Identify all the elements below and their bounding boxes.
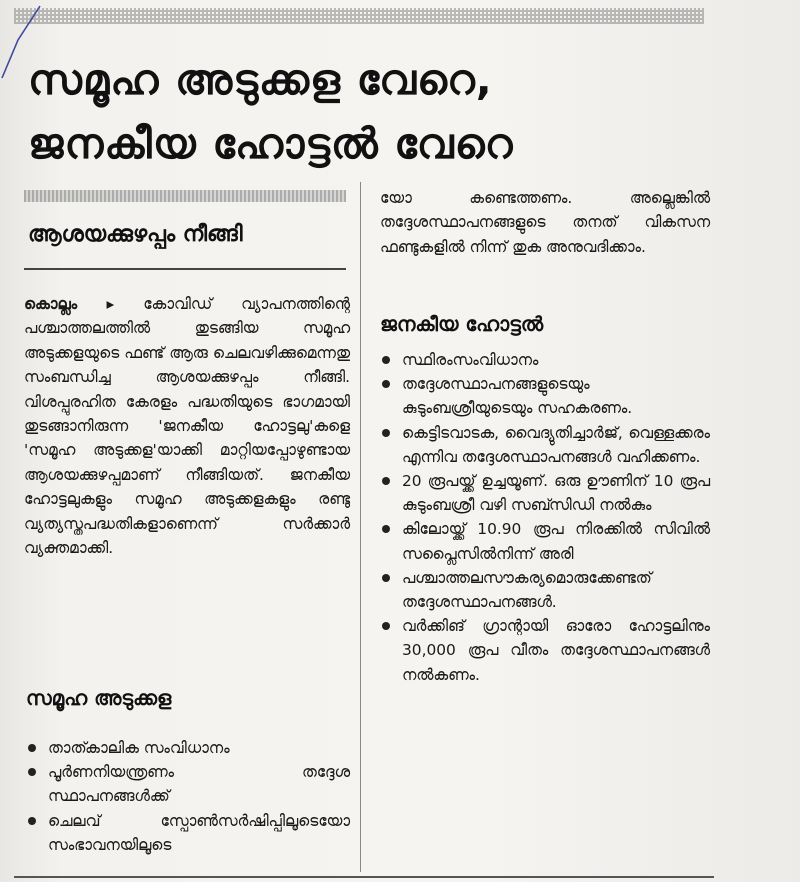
bullet-icon bbox=[28, 768, 36, 776]
list-item: 20 രൂപയ്ക്ക് ഉച്ചയൂണ്. ഒരു ഊണിന് 10 രൂപ കുടുംബശ്രീ വഴി സബ്സിഡി നൽകും bbox=[378, 469, 710, 517]
left-grey-band bbox=[24, 190, 346, 202]
bullet-icon bbox=[382, 525, 390, 533]
list-item: പശ്ചാത്തലസൗകര്യമൊരുക്കേണ്ടത് തദ്ദേശസ്ഥാപനങ്ങൾ. bbox=[378, 566, 710, 614]
subhead-underline bbox=[24, 268, 346, 270]
dateline: കൊല്ലം ▸ bbox=[24, 295, 115, 313]
top-halftone-rule bbox=[14, 8, 704, 24]
bullet-icon bbox=[382, 380, 390, 388]
section-title-people-hotel: ജനകീയ ഹോട്ടൽ bbox=[380, 312, 544, 336]
bottom-rule bbox=[14, 876, 714, 878]
bullet-icon bbox=[382, 429, 390, 437]
community-kitchen-list bbox=[24, 736, 350, 857]
list-item: പൂർണനിയന്ത്രണം തദ്ദേശ സ്ഥാപനങ്ങൾക്ക് bbox=[24, 760, 350, 808]
people-hotel-list bbox=[378, 348, 710, 687]
bullet-icon bbox=[382, 622, 390, 630]
article-body bbox=[24, 292, 350, 560]
bullet-icon bbox=[28, 744, 36, 752]
list-item: കിലോയ്ക്ക് 10.90 രൂപ നിരക്കിൽ സിവിൽ സപ്ലൈസിൽനിന്ന് അരി bbox=[378, 517, 710, 565]
article-text: കോവിഡ് വ്യാപനത്തിന്റെ പശ്ചാത്തലത്തിൽ തുടങ്ങിയ സമൂഹ അടുക്കളയുടെ ഫണ്ട് ആരു ചെലവഴിക്കുമെന്നതു സംബന്ധിച്ച ആശയക്കുഴപ്പം നീങ്ങി. വിശപ്പുരഹിത കേരളം പദ്ധതിയുടെ ഭാഗമായി തുടങ്ങാനിരുന്ന 'ജനകീയ ഹോട്ടലു'കളെ 'സമൂഹ അടുക്കള'യാക്കി മാറ്റിയപ്പോഴുണ്ടായ ആശയക്കുഴപ്പമാണ് നീങ്ങിയത്. ജനകീയ ഹോട്ടലുകളും സമൂഹ അടുക്കളകളും രണ്ടു വ്യത്യസ്തപദ്ധതികളാണെന്ന് സർക്കാർ വ്യക്തമാക്കി. bbox=[24, 295, 350, 558]
bullet-icon bbox=[382, 356, 390, 364]
list-item: ചെലവ് സ്പോൺസർഷിപ്പിലൂടെയോ സംഭാവനയിലൂടെ bbox=[24, 809, 350, 857]
bullet-icon bbox=[382, 477, 390, 485]
list-item: കെട്ടിടവാടക, വൈദ്യുതിച്ചാർജ്, വെള്ളക്കരം എന്നിവ തദ്ദേശസ്ഥാപനങ്ങൾ വഹിക്കണം. bbox=[378, 421, 710, 469]
section-title-community-kitchen: സമൂഹ അടുക്കള bbox=[26, 686, 172, 710]
list-item: താത്കാലിക സംവിധാനം bbox=[24, 736, 350, 760]
subhead: ആശയക്കുഴപ്പം നീങ്ങി bbox=[28, 222, 243, 247]
list-item: സ്ഥിരംസംവിധാനം bbox=[378, 348, 710, 372]
bullet-icon bbox=[382, 574, 390, 582]
bullet-icon bbox=[28, 817, 36, 825]
headline bbox=[28, 48, 728, 176]
column-divider bbox=[360, 182, 361, 872]
list-item: തദ്ദേശസ്ഥാപനങ്ങളുടെയും കുടുംബശ്രീയുടെയും സഹകരണം. bbox=[378, 372, 710, 420]
list-item: വർക്കിങ് ഗ്രാന്റായി ഓരോ ഹോട്ടലിനും 30,000 രൂപ വീതം തദ്ദേശസ്ഥാപനങ്ങൾ നൽകണം. bbox=[378, 614, 710, 687]
right-column-intro: യോ കണ്ടെത്തണം. അല്ലെങ്കിൽ തദ്ദേശസ്ഥാപനങ്ങളുടെ തനത് വികസന ഫണ്ടുകളിൽ നിന്ന് തുക അനുവദിക്കാം. bbox=[380, 189, 710, 256]
headline-line-2: ജനകീയ ഹോട്ടൽ വേറെ bbox=[28, 119, 514, 168]
headline-line-1: സമൂഹ അടുക്കള വേറെ, bbox=[28, 55, 493, 104]
